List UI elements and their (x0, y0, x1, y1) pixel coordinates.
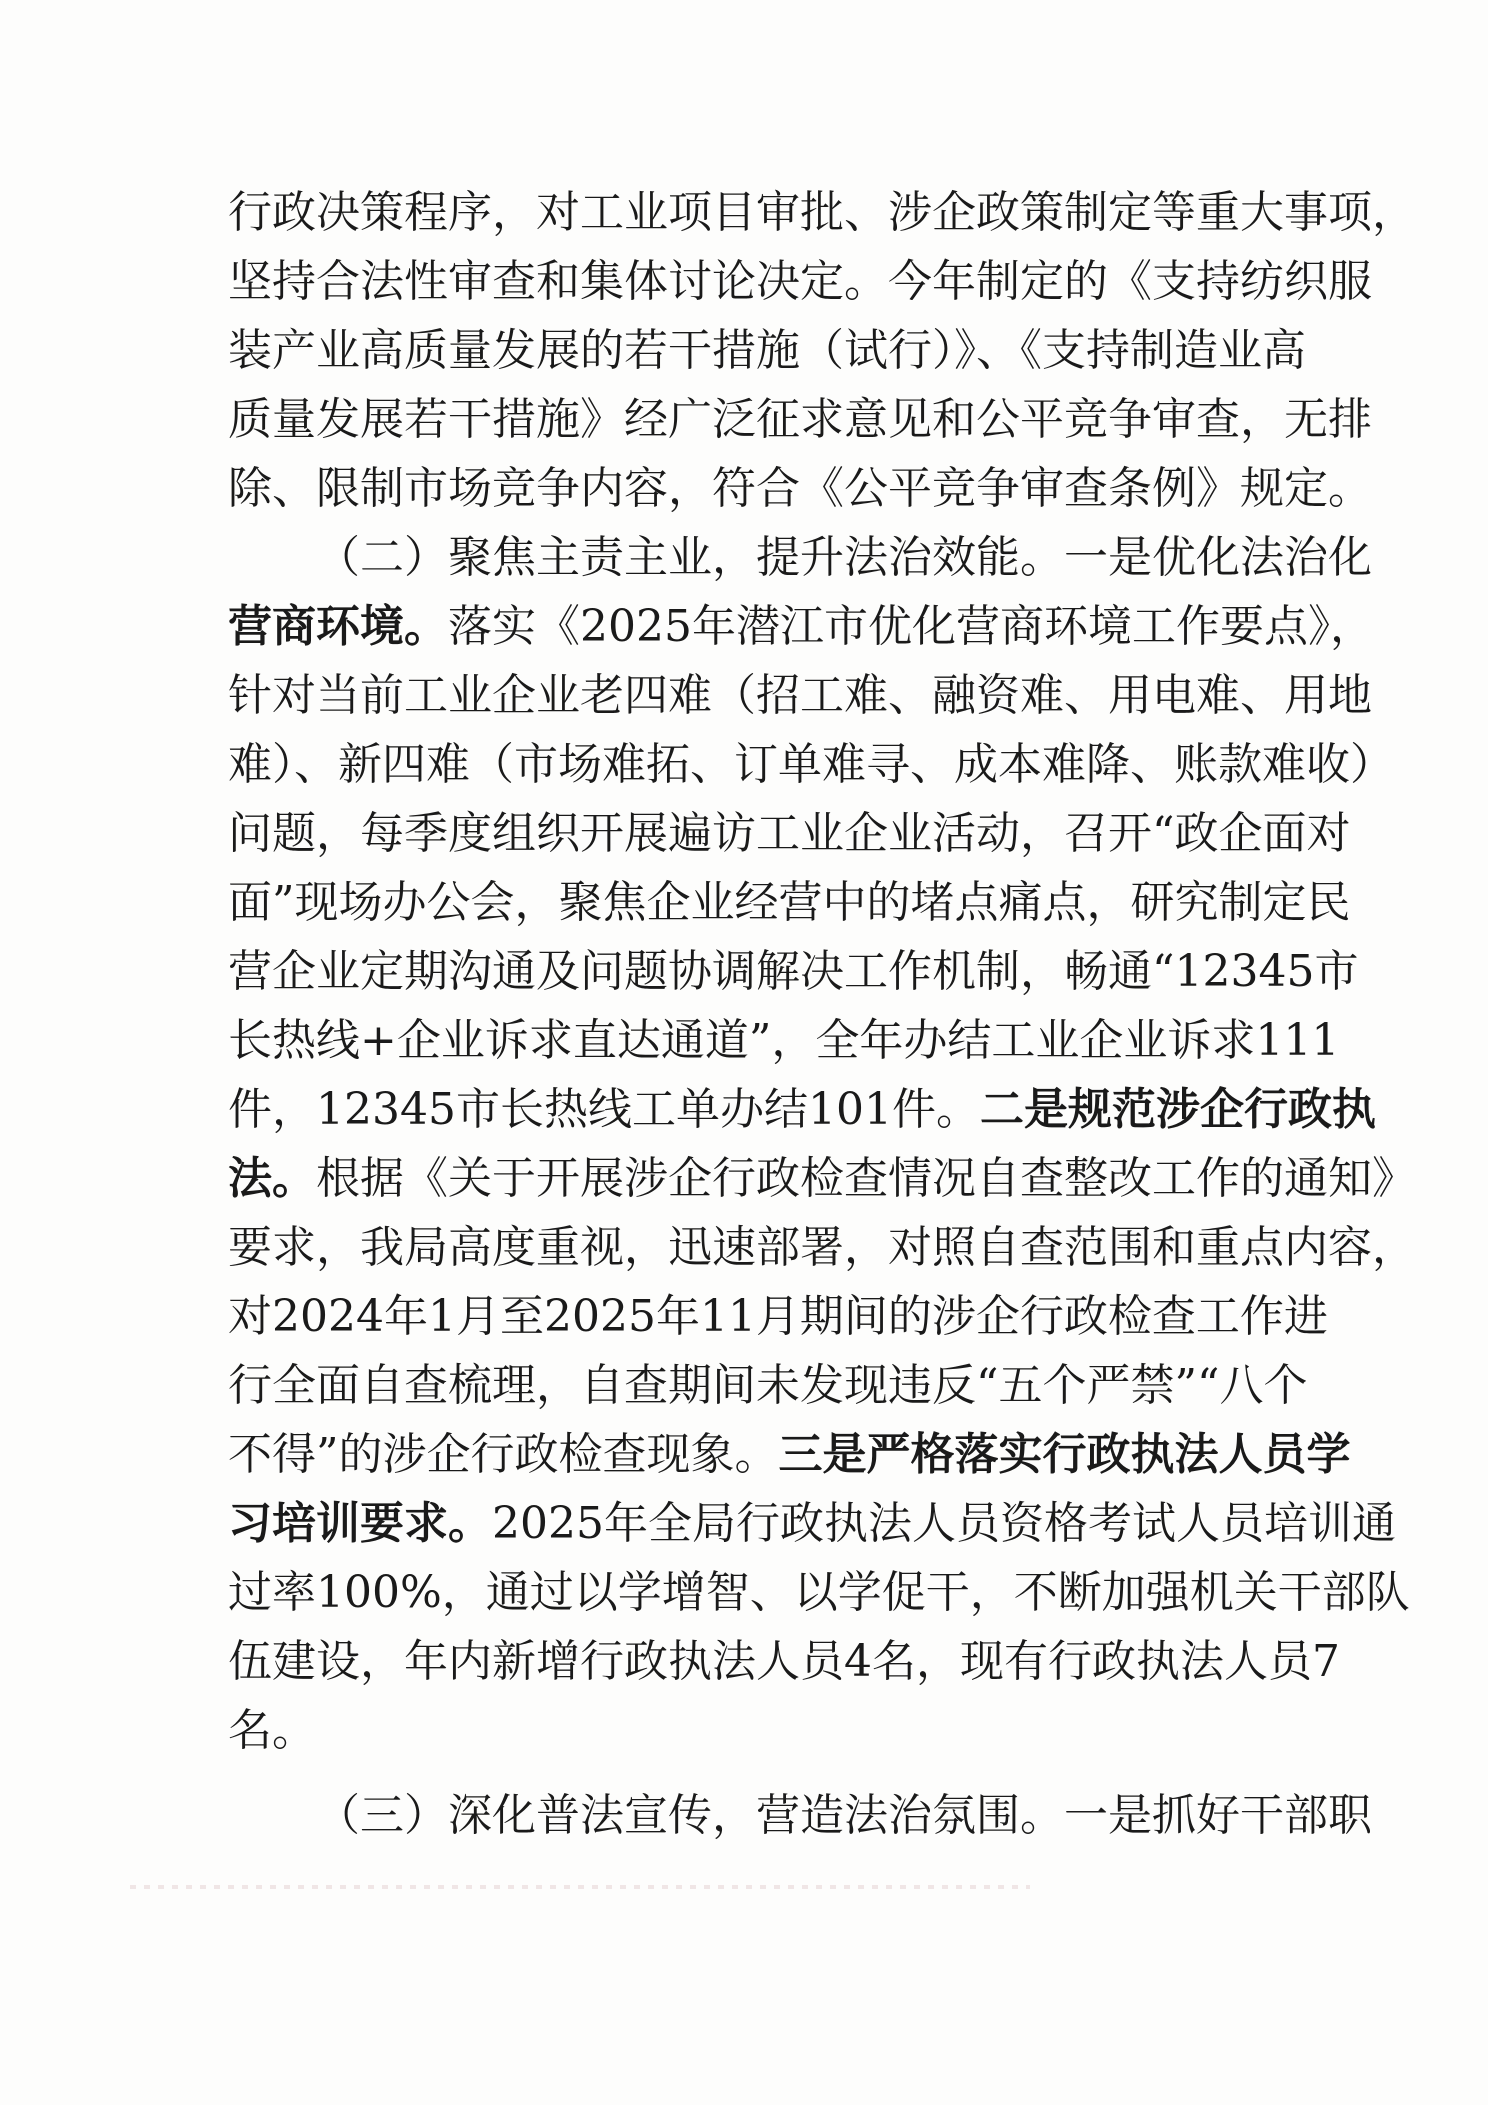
bold-heading: 习培训要求。 (228, 1498, 492, 1549)
text-line: 坚持合法性审查和集体讨论决定。今年制定的《支持纺织服 (228, 256, 1372, 307)
text-segment: 根据《关于开展涉企行政检查情况自查整改工作的通知》 (316, 1153, 1416, 1204)
text-line: 针对当前工业企业老四难（招工难、融资难、用电难、用地 (228, 670, 1372, 721)
text-segment: 不得”的涉企行政检查现象。 (228, 1429, 779, 1480)
text-line (228, 1144, 1416, 1213)
text-line: （二）聚焦主责主业，提升法治效能。一是优化法治化 (316, 532, 1372, 583)
text-line (228, 1489, 1396, 1558)
text-line (228, 1420, 1351, 1489)
body-text (228, 178, 1416, 1850)
text-line: 质量发展若干措施》经广泛征求意见和公平竞争审查，无排 (228, 394, 1372, 445)
text-segment: 落实《2025年潜江市优化营商环境工作要点》， (448, 601, 1374, 652)
text-segment: 件，12345市长热线工单办结101件。 (228, 1084, 980, 1135)
text-line: 长热线+企业诉求直达通道”，全年办结工业企业诉求111 (228, 1015, 1340, 1066)
bold-heading: 二是规范涉企行政执 (979, 1084, 1376, 1135)
scan-artifact (130, 1885, 1030, 1889)
text-line: 伍建设，年内新增行政执法人员4名，现有行政执法人员7 (228, 1636, 1340, 1687)
text-line: 营企业定期沟通及问题协调解决工作机制，畅通“12345市 (228, 946, 1359, 997)
text-line: 问题，每季度组织开展遍访工业企业活动，召开“政企面对 (228, 808, 1351, 859)
bold-heading: 三是严格落实行政执法人员学 (778, 1429, 1351, 1480)
bold-heading: 营商环境。 (228, 601, 448, 652)
text-line: 名。 (228, 1705, 316, 1756)
text-line: 装产业高质量发展的若干措施（试行）》、《支持制造业高 (228, 325, 1306, 376)
text-line: 除、限制市场竞争内容，符合《公平竞争审查条例》规定。 (228, 463, 1372, 514)
text-line: 对2024年1月至2025年11月期间的涉企行政检查工作进 (228, 1291, 1328, 1342)
text-line (228, 592, 1374, 661)
text-line: 行政决策程序，对工业项目审批、涉企政策制定等重大事项， (228, 187, 1416, 238)
text-line: 行全面自查梳理，自查期间未发现违反“五个严禁”“八个 (228, 1360, 1308, 1411)
text-line: （三）深化普法宣传，营造法治氛围。一是抓好干部职 (316, 1790, 1372, 1841)
text-line: 要求，我局高度重视，迅速部署，对照自查范围和重点内容， (228, 1222, 1416, 1273)
text-line (228, 1075, 1376, 1144)
text-segment: 2025年全局行政执法人员资格考试人员培训通 (492, 1498, 1396, 1549)
bold-heading: 法。 (228, 1153, 316, 1204)
text-line: 面”现场办公会，聚焦企业经营中的堵点痛点，研究制定民 (228, 877, 1351, 928)
text-line: 过率100%，通过以学增智、以学促干，不断加强机关干部队 (228, 1567, 1410, 1618)
text-line: 难）、新四难（市场难拓、订单难寻、成本难降、账款难收） (228, 739, 1394, 790)
